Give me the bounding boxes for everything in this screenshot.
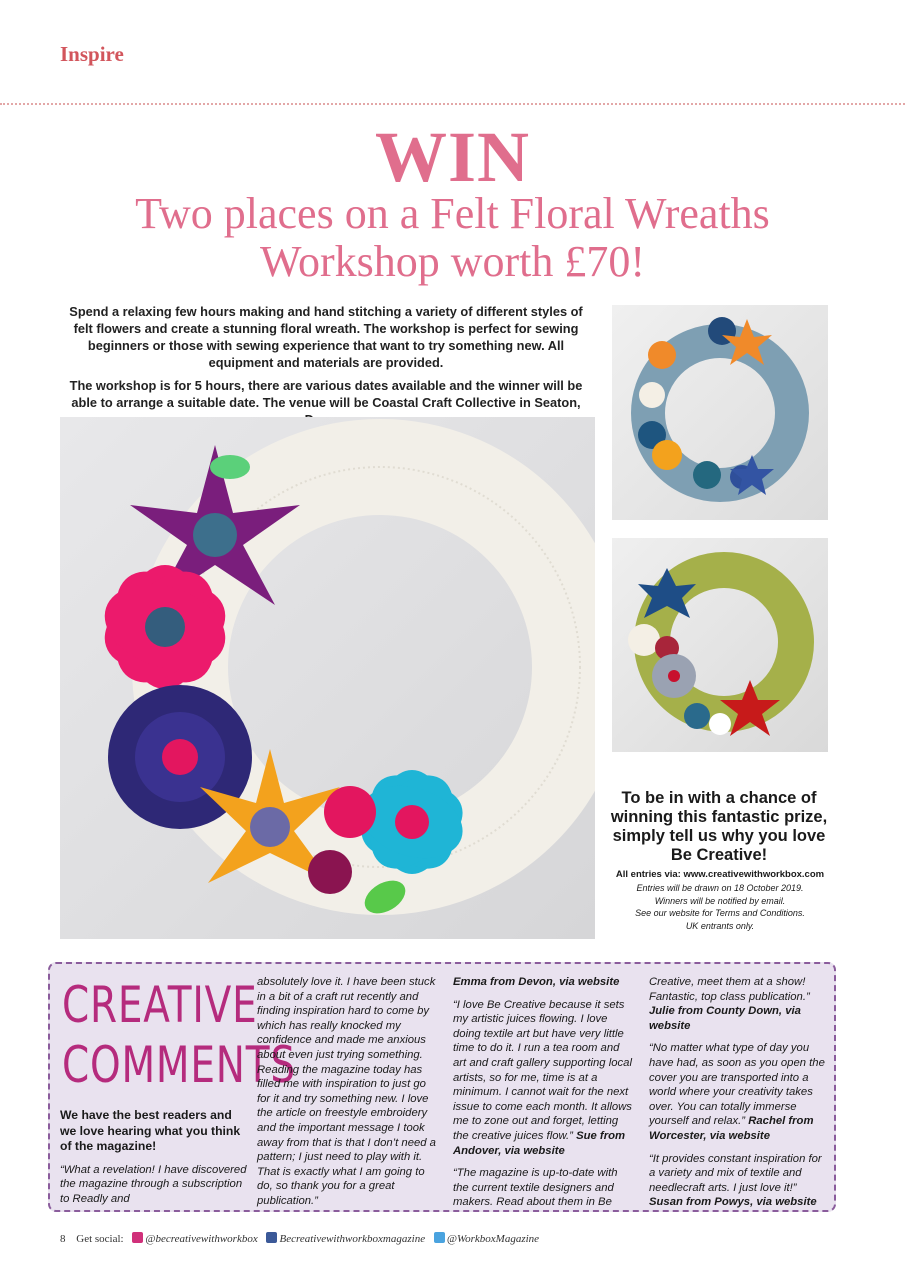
comments-intro-text: We have the best readers and we love hearing what you think of the magazine!: [60, 1108, 241, 1153]
comments-heading-line1: CREATIVE: [62, 976, 258, 1034]
comment-author: Susan from Powys, via website: [649, 1196, 817, 1209]
comments-column-2: [257, 975, 437, 1217]
page-number: 8: [60, 1233, 66, 1245]
terms-line: Winners will be notified by email.: [654, 895, 786, 906]
green-wreath-photo: [612, 538, 828, 752]
intro-paragraph: The workshop is for 5 hours, there are various dates available and the winner will be able to arrange a suitable date. The venue will be Coastal Craft Collective in Seaton,: [69, 378, 583, 410]
blue-wreath-image: [612, 305, 828, 520]
comment-author: Emma from Devon, via website: [453, 976, 620, 988]
facebook-icon: [266, 1232, 277, 1243]
comments-intro: [60, 1108, 250, 1206]
comment-text: “What a revelation! I have discovered the magazine through a subscription to Readly and: [60, 1163, 247, 1205]
main-wreath-photo: [60, 417, 595, 939]
comment-text: “The magazine is up-to-date with the current textile designers and makers. Read about them in Be: [453, 1167, 618, 1209]
comment-text: Creative, meet them at a show! Fantastic, top class publication.”: [649, 976, 810, 1003]
comments-heading-line2: COMMENTS: [62, 1036, 296, 1094]
terms-line: Entries will be drawn on 18 October 2019.: [636, 883, 804, 893]
entries-url: All entries via: www.creativewithworkbox.com: [615, 869, 825, 880]
comment-text: absolutely love it. I have been stuck in a bit of a craft rut recently and finding inspiration hard to come by which has really knocked my confidence and made me anxious about even just trying something. Reading the magazine today has filled me with inspiration to just go for it and try something new. I love the article on freestyle embroidery and the important message I took away from that is that I don’t need a pattern; I just need to play with it. That is exactly what I am going to do, so thank you for a great publication.”: [257, 976, 436, 1207]
instagram-handle[interactable]: @becreativewithworkbox: [145, 1233, 258, 1245]
dotted-divider: [0, 103, 905, 105]
terms-line: UK entrants only.: [685, 920, 755, 931]
comment-author: Rachel from Worcester, via website: [649, 1115, 814, 1142]
comment-text: “No matter what type of day you have had, as soon as you open the cover you are transported into a world where your creativity takes over. You can totally immerse yourself and relax.”: [649, 1042, 825, 1128]
comment-text: “It provides constant inspiration for a variety and mix of textile and needlecraft arts. I just love it!”: [649, 1152, 822, 1194]
facebook-handle[interactable]: Becreativewithworkboxmagazine: [279, 1233, 426, 1245]
comment-text: “I love Be Creative because it sets my artistic juices flowing. I love doing textile art but have very little time to do it. I run a tea room and art and craft gallery supporting local artists, so for me, time is at a minimum. I cannot wait for the next issue to come each month. It allows me to zone out and forget, letting the creative juices flow.”: [453, 998, 632, 1142]
twitter-handle[interactable]: @WorkboxMagazine: [446, 1233, 540, 1245]
terms-line: See our website for Terms and Conditions.: [635, 908, 805, 918]
intro-paragraph: Spend a relaxing few hours making and hand stitching a variety of different styles of felt flowers and create a stunning floral wreath. The workshop is perfect for sewing beginners or those with sewing experience that want to try something new. All equipment and materials are provided.: [69, 304, 583, 370]
instagram-icon: [132, 1232, 143, 1243]
competition-call-to-action: To be in with a chance of winning this fantastic prize, simply tell us why you love Be Creative!: [610, 789, 828, 864]
green-wreath-image: [612, 538, 828, 752]
page-subtitle: Two places on a Felt Floral Wreaths Workshop worth £70!: [135, 189, 770, 286]
twitter-icon: [434, 1232, 445, 1243]
section-label: Inspire: [60, 42, 124, 66]
comment-author: Sue from Andover, via website: [453, 1129, 626, 1157]
comment-author: Julie from County Down, via website: [649, 1005, 801, 1032]
blue-wreath-photo: [612, 305, 828, 520]
comments-column-3: [453, 975, 633, 1218]
page-title: WIN: [374, 117, 530, 197]
comments-column-4: [649, 975, 829, 1218]
page-footer: [60, 1232, 539, 1245]
get-social-label: Get social:: [76, 1233, 124, 1245]
cream-wreath-image: [60, 417, 595, 939]
comments-heading: [62, 975, 296, 1095]
